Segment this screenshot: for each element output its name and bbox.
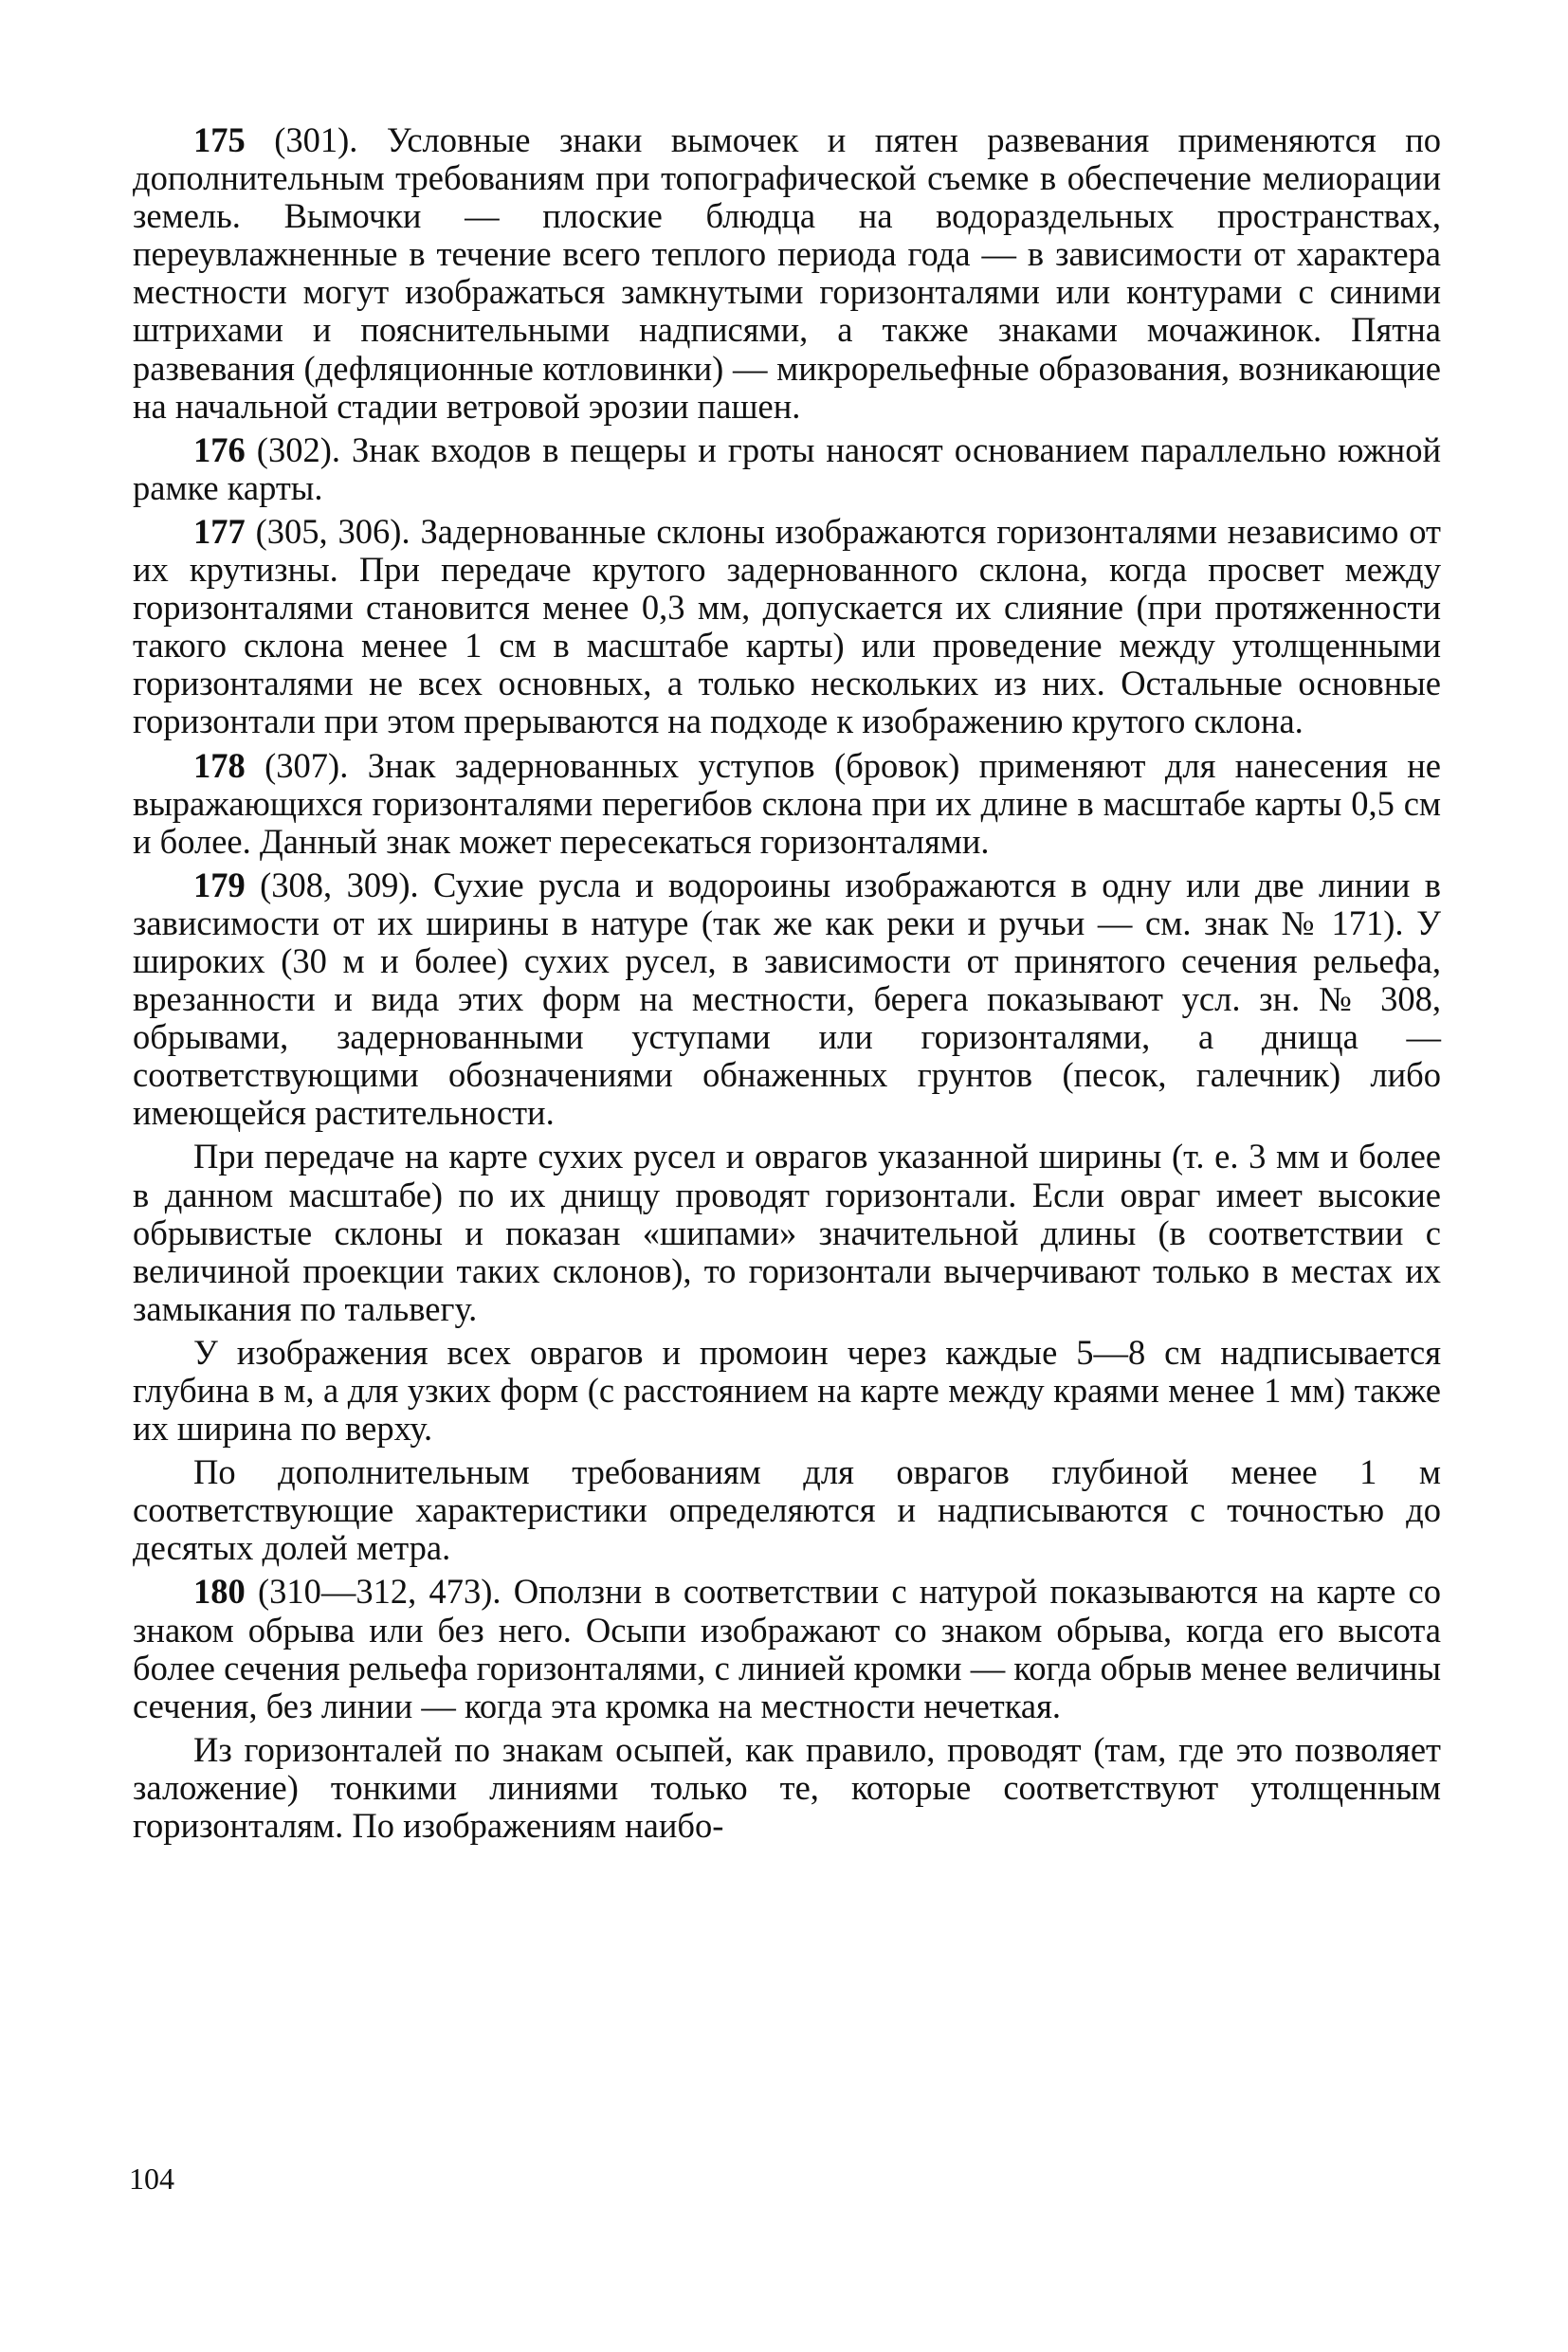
- item-number: 177: [193, 511, 246, 551]
- paragraph-text: Из горизонталей по знакам осыпей, как правило, проводят (там, где это позволяет заложение) тонкими линиями только те, которые соответствуют утолщенным горизонталям. По изображениям наибо-: [133, 1729, 1441, 1846]
- item-number: 176: [193, 429, 246, 469]
- paragraph-text: (307). Знак задернованных уступов (бровок) применяют для нанесения не выражающихся горизонталями перегибов склона при их длине в масштабе карты 0,5 см и более. Данный знак может пересекаться горизонталями.: [133, 745, 1441, 861]
- paragraph-179-cont-2: [133, 1334, 1441, 1448]
- paragraph-180-cont-1: [133, 1731, 1441, 1845]
- page-number: 104: [129, 2161, 174, 2196]
- paragraph-176: [133, 431, 1441, 507]
- paragraph-text: У изображения всех оврагов и промоин через каждые 5—8 см надписывается глубина в м, а для узких форм (с расстоянием на карте между краями менее 1 мм) также их ширина по верху.: [133, 1332, 1441, 1449]
- item-number: 179: [193, 865, 246, 904]
- item-number: 180: [193, 1572, 246, 1612]
- item-number: 175: [193, 120, 246, 159]
- paragraph-text: (310—312, 473). Оползни в соответствии с натурой показываются на карте со знаком обрыва или без него. Осыпи изображают со знаком обрыва, когда его высота более сечения рельефа горизонталями, с линией кромки — когда обрыв менее величины сечения, без линии — когда эта кромка на местности нечеткая.: [133, 1572, 1441, 1725]
- paragraph-text: (305, 306). Задернованные склоны изображаются горизонталями независимо от их крутизны. При передаче крутого задернованного склона, когда просвет между горизонталями становится менее 0,3 мм, допускается их слияние (при протяженности такого склона менее 1 см в масштабе карты) или проведение между утолщенными горизонталями не всех основных, а только нескольких из них. Остальные основные горизонтали при этом прерываются на подходе к изображению крутого склона.: [133, 511, 1441, 741]
- paragraph-text: (301). Условные знаки вымочек и пятен развевания применяются по дополнительным требованиям при топографической съемке в обеспечение мелиорации земель. Вымочки — плоские блюдца на водораздельных пространствах, переувлажненные в течение всего теплого периода года — в зависимости от характера местности могут изображаться замкнутыми горизонталями или контурами с синими штрихами и пояснительными надписями, а также знаками мочажинок. Пятна развевания (дефляционные котловинки) — микрорельефные образования, возникающие на начальной стадии ветровой эрозии пашен.: [133, 120, 1441, 426]
- paragraph-text: По дополнительным требованиям для оврагов глубиной менее 1 м соответствующие характеристики определяются и надписываются с точностью до десятых долей метра.: [133, 1452, 1441, 1568]
- paragraph-178: [133, 747, 1441, 861]
- paragraph-177: [133, 513, 1441, 741]
- paragraph-179: [133, 866, 1441, 1133]
- paragraph-180: [133, 1573, 1441, 1724]
- paragraph-179-cont-3: [133, 1453, 1441, 1567]
- paragraph-179-cont-1: [133, 1138, 1441, 1327]
- body-text: [133, 121, 1441, 1851]
- paragraph-text: (302). Знак входов в пещеры и гроты наносят основанием параллельно южной рамке карты.: [133, 429, 1441, 507]
- paragraph-text: (308, 309). Сухие русла и водороины изображаются в одну или две линии в зависимости от их ширины в натуре (так же как реки и ручьи — см. знак № 171). У широких (30 м и более) сухих русел, в зависимости от принятого сечения рельефа, врезанности и вида этих форм на местности, берега показывают усл. зн. № 308, обрывами, задернованными уступами или горизонталями, а днища — соответствующими обозначениями обнаженных грунтов (песок, галечник) либо имеющейся растительности.: [133, 865, 1441, 1133]
- paragraph-175: [133, 121, 1441, 426]
- paragraph-text: При передаче на карте сухих русел и оврагов указанной ширины (т. е. 3 мм и более в данном масштабе) по их днищу проводят горизонтали. Если овраг имеет высокие обрывистые склоны и показан «шипами» значительной длины (в соответствии с величиной проекции таких склонов), то горизонтали вычерчивают только в местах их замыкания по тальвегу.: [133, 1137, 1441, 1328]
- item-number: 178: [193, 745, 246, 785]
